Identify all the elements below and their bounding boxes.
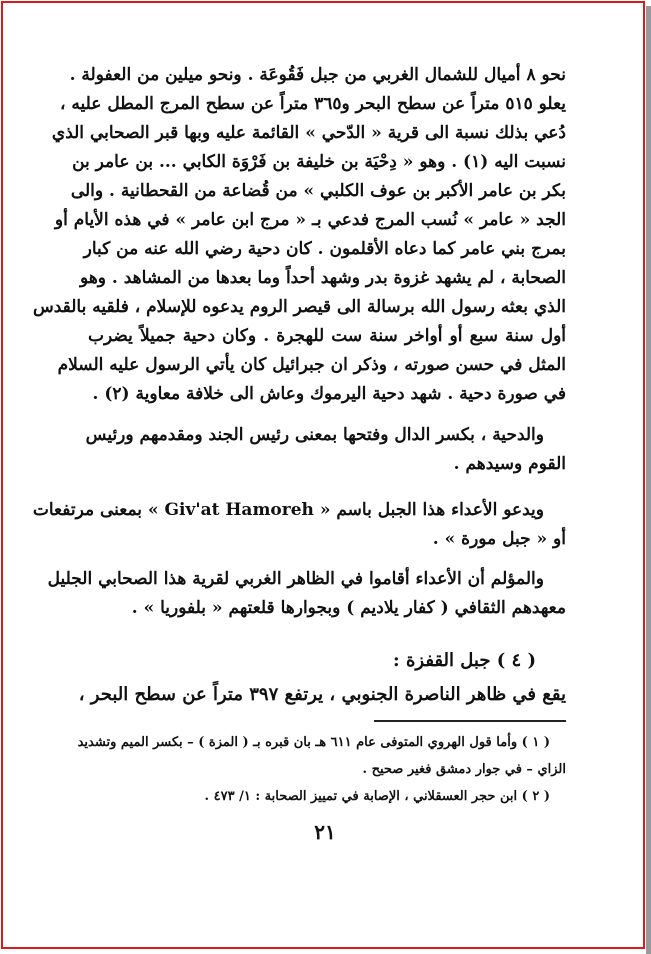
- text-line: نسبت اليه (١) . وهو « دِحْيَة بن خليفة بن فَرْوَة الكابي ... بن عامر بن: [72, 152, 566, 172]
- paragraph-1: [32, 61, 566, 409]
- page-number: ٢١: [314, 820, 336, 844]
- footnote-line: ( ١ ) وأما قول الهروي المتوفى عام ٦١١ هـ بان قبره بـ ( المزة ) – بكسر الميم وتشديد: [77, 735, 550, 750]
- text-line: أو « جبل مورة » .: [432, 529, 566, 549]
- paragraph-2: [85, 421, 566, 479]
- text-line: الجد « عامر » نُسب المرج فدعي بـ « مرج ابن عامر » في هذه الأيام أو: [54, 210, 566, 230]
- text-line: الذي بعثه رسول الله برسالة الى قيصر الروم يدعوه للإسلام ، فلقيه بالقدس: [32, 297, 566, 317]
- footnote-divider: [374, 720, 566, 722]
- section-heading: ( ٤ ) جبل القفزة :: [393, 650, 536, 671]
- text-line: ويدعو الأعداء هذا الجبل باسم « Giv'at Hamoreh » بمعنى مرتفعات: [32, 500, 544, 520]
- text-line: يعلو ٥١٥ متراً عن سطح البحر و٣٦٥ متراً عن سطح المرج المطل عليه ،: [59, 94, 566, 114]
- text-line: المثل في حسن صورته ، وذكر ان جبرائيل كان يأتي الرسول عليه السلام: [57, 355, 566, 375]
- text-line: دُعي بذلك نسبة الى قرية « الدّحي » القائمة عليه وبها قبر الصحابي الذي: [51, 123, 566, 143]
- text-line: في صورة دحية . شهد دحية اليرموك وعاش الى خلافة معاوية (٢) .: [92, 384, 566, 404]
- text-line: والمؤلم أن الأعداء أقاموا في الظاهر الغربي لقرية هذا الصحابي الجليل: [47, 569, 544, 589]
- text-line: أول سنة سبع أو أواخر سنة ست للهجرة . وكان دحية جميلاً يضرب: [88, 326, 566, 346]
- text-line: يقع في ظاهر الناصرة الجنوبي ، يرتفع ٣٩٧ متراً عن سطح البحر ،: [78, 684, 566, 705]
- text-line: بمرج بني عامر كما دعاه الأقلمون . كان دحية رضي الله عنه من كبار: [83, 239, 566, 259]
- page-shadow: [646, 6, 651, 954]
- text-line: بكر بن عامر الأكبر بن عوف الكلبي » من قُضاعة من القحطانية . والى: [70, 181, 566, 201]
- paragraph-3: [32, 496, 566, 554]
- footnote-line: الزاي – في جوار دمشق فغير صحيح .: [362, 762, 566, 777]
- text-line: نحو ٨ أميال للشمال الغربي من جبل فَقُوعَة . ونحو ميلين من العفولة .: [69, 65, 566, 85]
- text-line: الصحابة ، لم يشهد غزوة بدر وشهد أحداً وما بعدها من المشاهد . وهو: [80, 268, 566, 288]
- text-line: والدحية ، بكسر الدال وفتحها بمعنى رئيس الجند ومقدمهم ورئيس: [85, 425, 544, 445]
- text-line: معهدهم الثقافي ( كفار يلاديم ) وبجوارها قلعتهم « بلفوريا » .: [131, 598, 566, 618]
- footnotes: [77, 729, 566, 810]
- text-line: القوم وسيدهم .: [453, 454, 566, 474]
- footnote-line: ( ٢ ) ابن حجر العسقلاني ، الإصابة في تمييز الصحابة : ١/ ٤٧٣ .: [204, 789, 550, 804]
- section: [78, 646, 566, 709]
- paragraph-4: [47, 565, 566, 623]
